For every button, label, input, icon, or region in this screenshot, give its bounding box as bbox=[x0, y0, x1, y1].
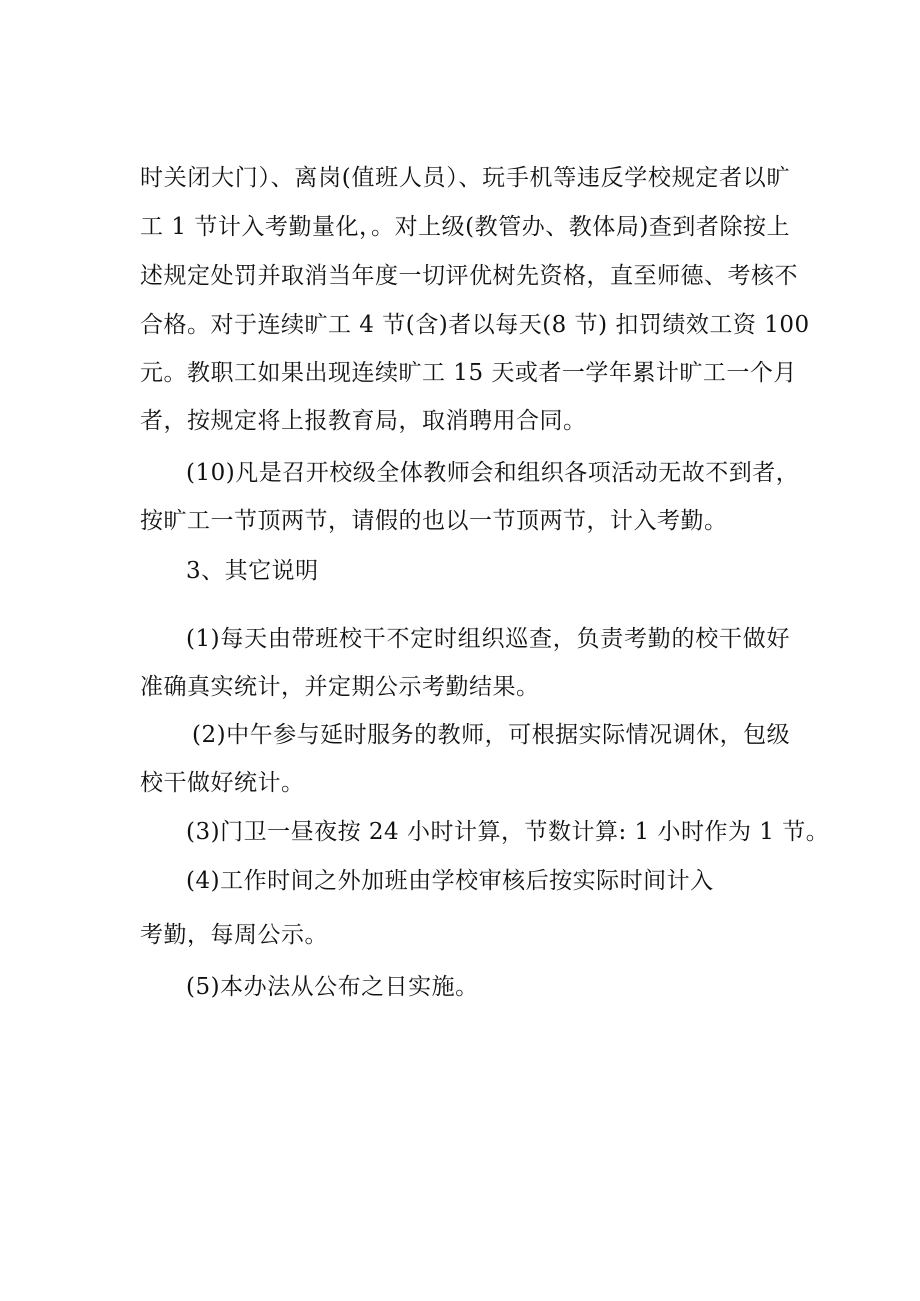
list-item-3-line: (3)门卫一昼夜按 24 小时计算，节数计算: 1 小时作为 1 节。 bbox=[186, 819, 830, 845]
list-item-5-line: (5)本办法从公布之日实施。 bbox=[186, 974, 479, 1000]
list-item-10-line: 按旷工一节顶两节，请假的也以一节顶两节，计入考勤。 bbox=[140, 508, 728, 534]
section-heading: 3、其它说明 bbox=[186, 558, 319, 584]
list-item-2-line: 校干做好统计。 bbox=[140, 770, 305, 796]
list-item-2-line: (2)中午参与延时服务的教师，可根据实际情况调休，包级 bbox=[192, 722, 791, 748]
list-item-10-line: (10)凡是召开校级全体教师会和组织各项活动无故不到者， bbox=[186, 460, 800, 486]
paragraph-line: 合格。对于连续旷工 4 节(含)者以每天(8 节) 扣罚绩效工资 100 bbox=[140, 312, 810, 338]
paragraph-line: 述规定处罚并取消当年度一切评优树先资格，直至师德、考核不 bbox=[140, 263, 798, 289]
list-item-1-line: (1)每天由带班校干不定时组织巡查，负责考勤的校干做好 bbox=[186, 626, 790, 652]
list-item-4-line: 考勤，每周公示。 bbox=[140, 922, 328, 948]
paragraph-line: 者，按规定将上报教育局，取消聘用合同。 bbox=[140, 408, 587, 434]
paragraph-line: 时关闭大门）、离岗(值班人员）、玩手机等违反学校规定者以旷 bbox=[140, 165, 790, 191]
list-item-1-line: 准确真实统计，并定期公示考勤结果。 bbox=[140, 674, 540, 700]
list-item-4-line: (4)工作时间之外加班由学校审核后按实际时间计入 bbox=[186, 868, 714, 894]
paragraph-line: 工 1 节计入考勤量化，。对上级(教管办、教体局)查到者除按上 bbox=[140, 214, 790, 240]
paragraph-line: 元。教职工如果出现连续旷工 15 天或者一学年累计旷工一个月 bbox=[140, 360, 797, 386]
